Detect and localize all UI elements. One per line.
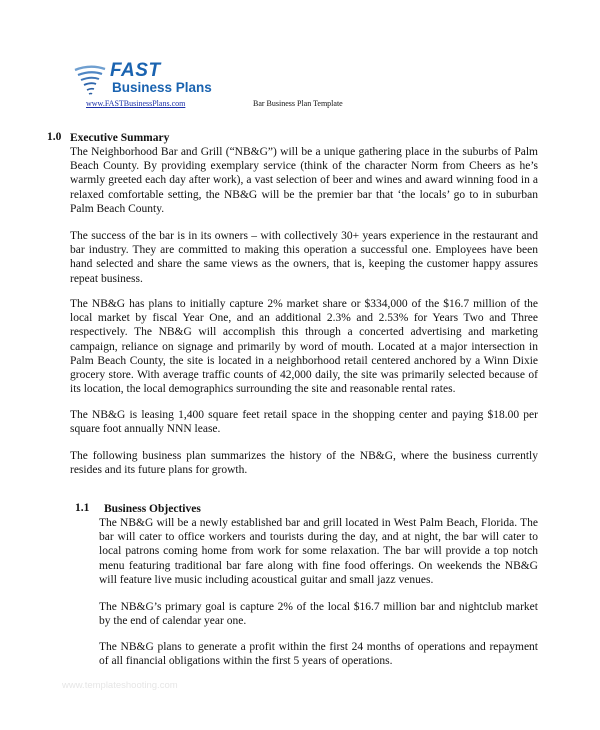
section-number: 1.0 <box>47 131 62 143</box>
paragraph: The following business plan summarizes the history of the NB&G, where the business currently resides and its future plans for growth. <box>70 450 538 477</box>
subsection-heading: Business Objectives <box>104 503 201 515</box>
subsection-number: 1.1 <box>75 502 90 514</box>
section-heading: Executive Summary <box>70 132 170 144</box>
paragraph: The NB&G’s primary goal is capture 2% of the local $16.7 million bar and nightclub market by the end of calendar year one. <box>99 601 538 628</box>
logo-business-plans-text: Business Plans <box>112 80 212 95</box>
paragraph: The NB&G will be a newly established bar and grill located in West Palm Beach, Florida. The bar will cater to office workers and tourists during the day, and at night, the bar will cater to local patrons coming home from work for some relaxation. The bar will provide a top notch menu featuring traditional bar fare along with fine food offerings. On weekends the NB&G will feature live music including acoustical guitar and small jazz venues. <box>99 517 538 586</box>
logo-fast-text: FAST <box>110 60 161 81</box>
paragraph: The Neighborhood Bar and Grill (“NB&G”) will be a unique gathering place in the suburbs of Palm Beach County. By providing exemplary service (think of the character Norm from Cheers as he’s warmly greeted each day after work), a vast selection of beer and wines and award winning food in a relaxed comfortable setting, the NB&G will be the premier bar that ‘the locals’ go to in suburban Palm Beach County. <box>70 146 538 215</box>
tornado-logo-icon <box>72 62 108 98</box>
paragraph: The NB&G plans to generate a profit within the first 24 months of operations and repayment of all financial obligations within the first 5 years of operations. <box>99 641 538 668</box>
paragraph: The success of the bar is in its owners – with collectively 30+ years experience in the restaurant and bar industry. They are committed to making this operation a successful one. Employees have been hand selected and share the same views as the owners, that is, keeping the customer happy assures repeat business. <box>70 230 538 285</box>
paragraph: The NB&G has plans to initially capture 2% market share or $334,000 of the $16.7 million of the local market by fiscal Year One, and an additional 2.3% and 2.53% for Years Two and Three respectively. The NB&G will accomplish this through a concerted advertising and marketing campaign, reliance on signage and primarily by word of mouth. Located at a major intersection in Palm Beach County, the site is located in a neighborhood retail centered anchored by a Winn Dixie grocery store. With average traffic counts of 42,000 daily, the site was primarily selected because of its location, the local demographics surrounding the site and reasonable rental rates. <box>70 298 538 396</box>
watermark: www.templateshooting.com <box>62 680 178 691</box>
website-link[interactable]: www.FASTBusinessPlans.com <box>86 99 186 108</box>
fast-business-plans-logo <box>72 60 232 102</box>
template-title: Bar Business Plan Template <box>253 99 343 108</box>
paragraph: The NB&G is leasing 1,400 square feet retail space in the shopping center and paying $18.00 per square foot annually NNN lease. <box>70 409 538 436</box>
